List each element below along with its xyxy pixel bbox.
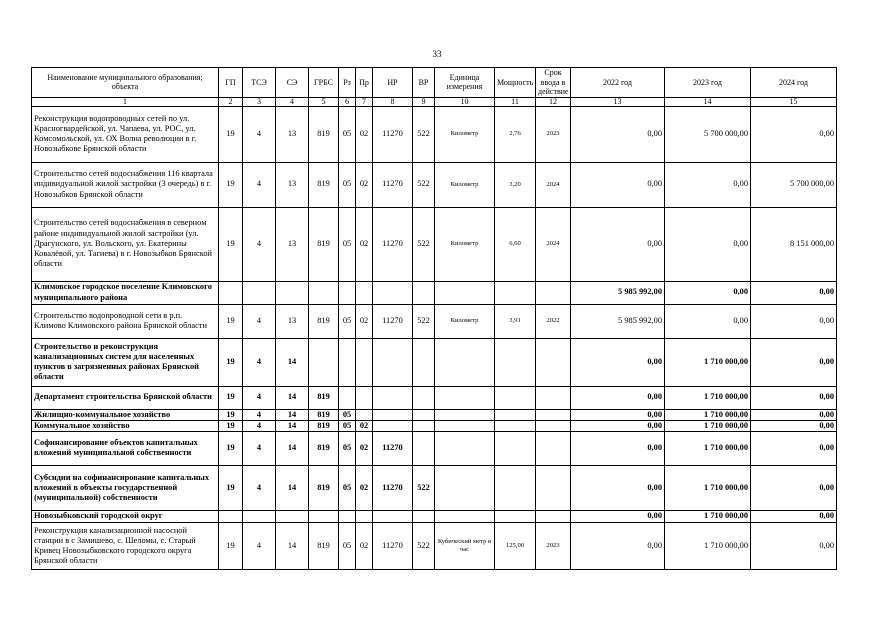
row-tse: 4 (243, 386, 276, 409)
row-gp (219, 510, 243, 522)
row-term: 2023 (536, 522, 571, 569)
row-name: Климовское городское поселение Климовского муниципального района (32, 281, 219, 304)
column-number: 8 (373, 97, 413, 106)
row-term (536, 386, 571, 409)
row-2023: 0,00 (665, 207, 751, 281)
row-nr: 11270 (373, 465, 413, 510)
row-se: 14 (276, 522, 309, 569)
row-2023: 1 710 000,00 (665, 510, 751, 522)
row-name: Коммунальное хозяйство (32, 420, 219, 431)
row-gp: 19 (219, 162, 243, 207)
row-pr (356, 409, 373, 420)
row-term (536, 431, 571, 465)
column-number: 12 (536, 97, 571, 106)
row-2023: 1 710 000,00 (665, 409, 751, 420)
row-2023: 0,00 (665, 304, 751, 338)
row-name: Жилищно-коммунальное хозяйство (32, 409, 219, 420)
row-rz: 05 (339, 420, 356, 431)
row-gp (219, 281, 243, 304)
row-pr (356, 281, 373, 304)
row-power (495, 510, 536, 522)
row-vr (413, 431, 435, 465)
row-name: Строительство сетей водоснабжения в северном районе индивидуальной жилой застройки (ул. Драгунского, ул. Вольского, ул. Екатерины Ковалёвой, ул. Тагиева) в г. Новозыбков Брянской области (32, 207, 219, 281)
column-number: 9 (413, 97, 435, 106)
row-name: Реконструкция канализационной насосной станции в с Замишево, с. Шеломы, с. Старый Кривец Новозыбковского городского округа Брянской области (32, 522, 219, 569)
row-grbs: 819 (309, 386, 339, 409)
row-2023: 1 710 000,00 (665, 431, 751, 465)
table-row (32, 207, 837, 281)
row-name: Реконструкция водопроводных сетей по ул. Красногвардейской, ул. Чапаева, ул. РОС, ул. Комсомольской, ул. ОХ Волна революции в г. Новозыбкове Брянской области (32, 106, 219, 162)
column-number: 5 (309, 97, 339, 106)
header-grbs: ГРБС (309, 68, 339, 98)
row-name: Строительство и реконструкция канализационных систем для населенных пунктов в загрязненных районах Брянской области (32, 338, 219, 386)
row-pr: 02 (356, 431, 373, 465)
row-grbs: 819 (309, 522, 339, 569)
row-rz (339, 281, 356, 304)
row-rz: 05 (339, 304, 356, 338)
row-vr: 522 (413, 162, 435, 207)
header-power: Мощность (495, 68, 536, 98)
header-se: СЭ (276, 68, 309, 98)
row-power (495, 420, 536, 431)
row-unit (435, 420, 495, 431)
row-se: 14 (276, 409, 309, 420)
row-name: Строительство водопроводной сети в р.п. Климово Климовского района Брянской области (32, 304, 219, 338)
row-se: 14 (276, 386, 309, 409)
row-term (536, 409, 571, 420)
row-2022: 0,00 (571, 465, 665, 510)
row-vr: 522 (413, 465, 435, 510)
row-gp: 19 (219, 420, 243, 431)
row-power: 125,00 (495, 522, 536, 569)
row-rz: 05 (339, 106, 356, 162)
header-2023: 2023 год (665, 68, 751, 98)
row-tse: 4 (243, 304, 276, 338)
row-power: 6,60 (495, 207, 536, 281)
row-tse: 4 (243, 162, 276, 207)
row-power (495, 465, 536, 510)
row-power: 2,76 (495, 106, 536, 162)
header-term: Срок ввода в действие (536, 68, 571, 98)
row-name: Строительство сетей водоснабжения 116 квартала индивидуальной жилой застройки (3 очередь) в г. Новозыбков Брянской области (32, 162, 219, 207)
row-se: 13 (276, 162, 309, 207)
row-pr (356, 386, 373, 409)
row-pr: 02 (356, 162, 373, 207)
column-number: 4 (276, 97, 309, 106)
row-pr: 02 (356, 522, 373, 569)
row-2024: 0,00 (751, 106, 837, 162)
header-rz: Рз (339, 68, 356, 98)
row-se: 14 (276, 420, 309, 431)
row-nr: 11270 (373, 207, 413, 281)
row-rz: 05 (339, 162, 356, 207)
row-tse (243, 510, 276, 522)
row-gp: 19 (219, 465, 243, 510)
row-term: 2023 (536, 106, 571, 162)
row-vr: 522 (413, 207, 435, 281)
row-se: 14 (276, 465, 309, 510)
row-unit (435, 465, 495, 510)
header-tse: ТСЭ (243, 68, 276, 98)
row-nr (373, 409, 413, 420)
row-power: 3,91 (495, 304, 536, 338)
row-pr: 02 (356, 465, 373, 510)
row-unit: Километр (435, 106, 495, 162)
row-gp: 19 (219, 522, 243, 569)
row-power (495, 281, 536, 304)
table-row (32, 281, 837, 304)
row-gp: 19 (219, 409, 243, 420)
table-row (32, 162, 837, 207)
row-gp: 19 (219, 106, 243, 162)
table-row (32, 431, 837, 465)
header-2024: 2024 год (751, 68, 837, 98)
row-2024: 0,00 (751, 386, 837, 409)
table-header-row (32, 68, 837, 98)
row-term (536, 465, 571, 510)
row-rz: 05 (339, 409, 356, 420)
row-name: Субсидии на софинансирование капитальных вложений в объекты государственной (муниципальной) собственности (32, 465, 219, 510)
row-name: Софинансирование объектов капитальных вложений муниципальной собственности (32, 431, 219, 465)
row-tse: 4 (243, 106, 276, 162)
page-number: 33 (432, 49, 442, 59)
row-term (536, 510, 571, 522)
row-gp: 19 (219, 338, 243, 386)
row-unit (435, 510, 495, 522)
row-gp: 19 (219, 207, 243, 281)
row-unit (435, 431, 495, 465)
row-power (495, 338, 536, 386)
row-gp: 19 (219, 304, 243, 338)
row-term (536, 338, 571, 386)
row-2022: 0,00 (571, 510, 665, 522)
column-number: 3 (243, 97, 276, 106)
row-2023: 1 710 000,00 (665, 338, 751, 386)
row-se (276, 281, 309, 304)
row-tse: 4 (243, 207, 276, 281)
row-vr (413, 386, 435, 409)
table-row (32, 386, 837, 409)
row-tse: 4 (243, 522, 276, 569)
header-2022: 2022 год (571, 68, 665, 98)
row-se: 13 (276, 207, 309, 281)
row-2022: 0,00 (571, 106, 665, 162)
column-number: 14 (665, 97, 751, 106)
row-term: 2024 (536, 162, 571, 207)
row-tse: 4 (243, 338, 276, 386)
table-row (32, 106, 837, 162)
row-vr (413, 281, 435, 304)
row-2022: 0,00 (571, 207, 665, 281)
row-gp: 19 (219, 386, 243, 409)
row-vr (413, 338, 435, 386)
row-vr: 522 (413, 106, 435, 162)
row-2022: 0,00 (571, 420, 665, 431)
row-power (495, 386, 536, 409)
row-name: Департамент строительства Брянской области (32, 386, 219, 409)
row-2022: 0,00 (571, 386, 665, 409)
row-2024: 5 700 000,00 (751, 162, 837, 207)
row-rz (339, 510, 356, 522)
row-2024: 0,00 (751, 465, 837, 510)
table-row (32, 465, 837, 510)
row-2024: 0,00 (751, 510, 837, 522)
row-term: 2024 (536, 207, 571, 281)
row-nr: 11270 (373, 304, 413, 338)
row-pr: 02 (356, 106, 373, 162)
row-unit (435, 409, 495, 420)
row-2022: 0,00 (571, 431, 665, 465)
row-se: 13 (276, 106, 309, 162)
row-vr (413, 409, 435, 420)
row-2023: 1 710 000,00 (665, 465, 751, 510)
row-2022: 5 985 992,00 (571, 304, 665, 338)
row-2022: 0,00 (571, 409, 665, 420)
row-unit (435, 386, 495, 409)
row-grbs: 819 (309, 409, 339, 420)
header-vr: ВР (413, 68, 435, 98)
row-nr: 11270 (373, 106, 413, 162)
row-grbs (309, 338, 339, 386)
row-term (536, 281, 571, 304)
header-name: Наименование муниципального образования; объекта (32, 68, 219, 98)
column-number: 2 (219, 97, 243, 106)
row-nr: 11270 (373, 522, 413, 569)
row-grbs: 819 (309, 304, 339, 338)
header-nr: НР (373, 68, 413, 98)
row-pr: 02 (356, 304, 373, 338)
row-unit: Километр (435, 162, 495, 207)
row-gp: 19 (219, 431, 243, 465)
table-row (32, 522, 837, 569)
budget-table (31, 67, 837, 570)
row-tse: 4 (243, 465, 276, 510)
column-number: 15 (751, 97, 837, 106)
column-number: 13 (571, 97, 665, 106)
column-number-row (32, 97, 837, 106)
row-tse (243, 281, 276, 304)
row-rz (339, 386, 356, 409)
row-2024: 0,00 (751, 522, 837, 569)
row-unit: Километр (435, 304, 495, 338)
row-se: 14 (276, 431, 309, 465)
row-2024: 0,00 (751, 281, 837, 304)
row-rz: 05 (339, 431, 356, 465)
row-tse: 4 (243, 431, 276, 465)
table-row (32, 304, 837, 338)
column-number: 10 (435, 97, 495, 106)
row-nr: 11270 (373, 162, 413, 207)
row-2024: 0,00 (751, 304, 837, 338)
row-2023: 5 700 000,00 (665, 106, 751, 162)
row-2024: 0,00 (751, 338, 837, 386)
table-row (32, 510, 837, 522)
row-se (276, 510, 309, 522)
row-grbs (309, 510, 339, 522)
row-rz: 05 (339, 207, 356, 281)
row-vr: 522 (413, 522, 435, 569)
row-2023: 1 710 000,00 (665, 420, 751, 431)
row-pr (356, 510, 373, 522)
row-rz: 05 (339, 465, 356, 510)
row-2023: 0,00 (665, 281, 751, 304)
row-2024: 0,00 (751, 420, 837, 431)
row-nr: 11270 (373, 431, 413, 465)
row-se: 14 (276, 338, 309, 386)
row-nr (373, 281, 413, 304)
row-se: 13 (276, 304, 309, 338)
table-row (32, 338, 837, 386)
table-row (32, 409, 837, 420)
row-vr: 522 (413, 304, 435, 338)
row-nr (373, 420, 413, 431)
row-2024: 0,00 (751, 431, 837, 465)
row-2023: 1 710 000,00 (665, 522, 751, 569)
row-2022: 0,00 (571, 162, 665, 207)
row-rz: 05 (339, 522, 356, 569)
row-grbs: 819 (309, 162, 339, 207)
row-tse: 4 (243, 409, 276, 420)
row-unit: Кубический метр в час (435, 522, 495, 569)
row-nr (373, 338, 413, 386)
row-power: 3,20 (495, 162, 536, 207)
row-vr (413, 510, 435, 522)
row-2023: 0,00 (665, 162, 751, 207)
row-nr (373, 510, 413, 522)
row-pr: 02 (356, 207, 373, 281)
row-pr: 02 (356, 420, 373, 431)
header-gp: ГП (219, 68, 243, 98)
row-2022: 0,00 (571, 522, 665, 569)
row-grbs: 819 (309, 465, 339, 510)
row-2024: 8 151 000,00 (751, 207, 837, 281)
row-unit (435, 338, 495, 386)
row-power (495, 431, 536, 465)
row-2023: 1 710 000,00 (665, 386, 751, 409)
row-vr (413, 420, 435, 431)
row-pr (356, 338, 373, 386)
row-2022: 5 985 992,00 (571, 281, 665, 304)
row-grbs: 819 (309, 420, 339, 431)
row-2024: 0,00 (751, 409, 837, 420)
row-power (495, 409, 536, 420)
row-2022: 0,00 (571, 338, 665, 386)
table-row (32, 420, 837, 431)
row-nr (373, 386, 413, 409)
row-grbs: 819 (309, 207, 339, 281)
row-unit: Километр (435, 207, 495, 281)
row-grbs: 819 (309, 106, 339, 162)
row-term: 2022 (536, 304, 571, 338)
column-number: 1 (32, 97, 219, 106)
column-number: 11 (495, 97, 536, 106)
row-name: Новозыбковский городской округ (32, 510, 219, 522)
header-unit: Единица измерения (435, 68, 495, 98)
row-unit (435, 281, 495, 304)
row-grbs (309, 281, 339, 304)
row-rz (339, 338, 356, 386)
row-tse: 4 (243, 420, 276, 431)
header-pr: Пр (356, 68, 373, 98)
row-grbs: 819 (309, 431, 339, 465)
column-number: 6 (339, 97, 356, 106)
column-number: 7 (356, 97, 373, 106)
row-term (536, 420, 571, 431)
